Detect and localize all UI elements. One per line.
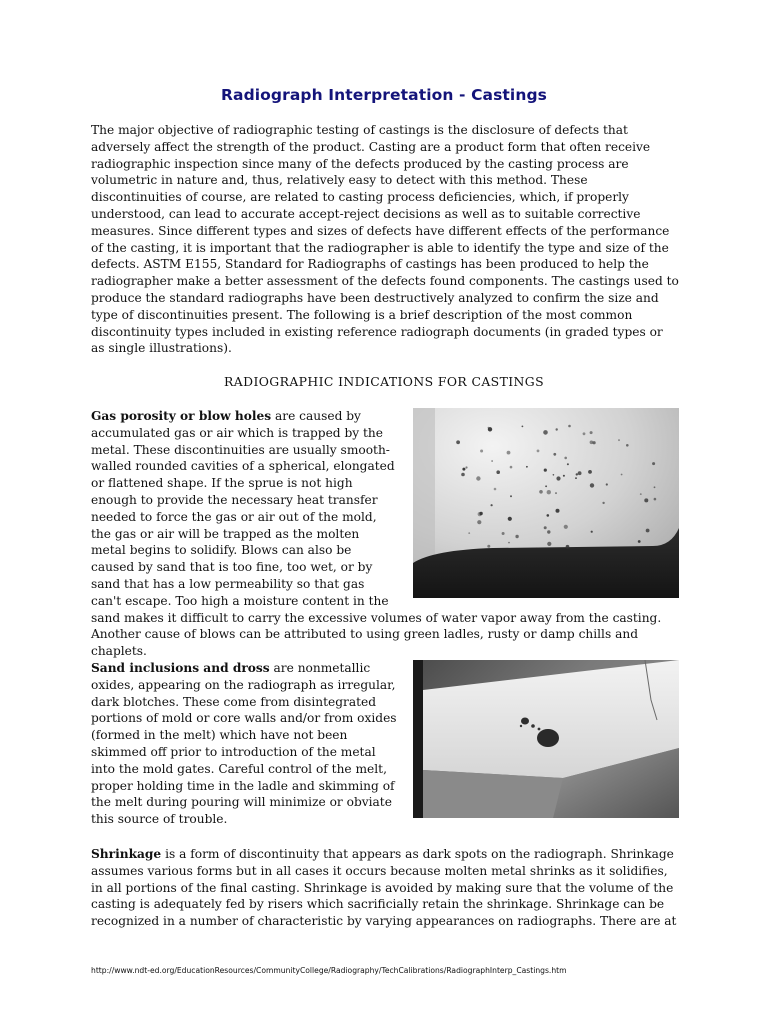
porosity-dot	[590, 441, 594, 445]
porosity-dot	[510, 466, 513, 469]
sand-inclusions-radiograph-image	[413, 660, 679, 818]
porosity-dot	[626, 444, 629, 447]
porosity-dot	[556, 509, 560, 513]
porosity-dot	[465, 466, 467, 468]
gas-porosity-radiograph-image	[413, 408, 679, 598]
porosity-dot	[526, 466, 528, 468]
porosity-dot	[588, 470, 592, 474]
porosity-dot	[494, 488, 497, 491]
shrinkage-paragraph	[91, 846, 679, 930]
porosity-dot	[480, 450, 483, 453]
porosity-dot	[462, 468, 465, 471]
porosity-dot	[638, 540, 641, 543]
porosity-dot	[556, 476, 560, 480]
porosity-dot	[563, 475, 565, 477]
porosity-dot	[567, 463, 569, 465]
porosity-dot	[654, 498, 657, 501]
porosity-dot	[646, 529, 650, 533]
porosity-dot	[508, 542, 510, 544]
sand-inclusions-radiograph-graphic	[413, 660, 679, 818]
porosity-dot	[564, 457, 567, 460]
porosity-dot	[640, 493, 642, 495]
porosity-dot	[488, 427, 490, 429]
porosity-dot	[468, 532, 470, 534]
porosity-dot	[644, 498, 648, 502]
intro-paragraph: The major objective of radiographic testing of castings is the disclosure of defects that adversely affect the strength of the product. Casting are a product form that often receive radiographic inspection since many of the defects produced by the casting process are volumetric in nature and, thus, relatively easy to detect with this method. These discontinuities of course, are related to casting process deficiencies, which, if properly understood, can lead to accurate accept-reject decisions as well as to suitable corrective measures. Since different types and sizes of defects have different effects of the performance of the casting, it is important that the radiographer is able to identify the type and size of the defects. ASTM E155, Standard for Radiographs of castings has been produced to help the radiographer make a better assessment of the defects found components. The castings used to produce the standard radiographs have been destructively analyzed to confirm the size and type of discontinuities present. The following is a brief description of the most common discontinuity types included in existing reference radiograph documents (in graded types or as single illustrations).	[91, 123, 679, 356]
porosity-dot	[547, 514, 550, 517]
porosity-dot	[502, 532, 505, 535]
porosity-dot	[491, 460, 493, 462]
shrinkage-text: is a form of discontinuity that appears as dark spots on the radiograph. Shrinkage assumes various forms but in all cases it occurs because molten metal shrinks as it solidifies, in all portions of the final casting. Shrinkage is avoided by making sure that the volume of the casting is adequately fed by risers which sacrificially retain the shrinkage. Shrinkage can be recognized in a number of characteristic by varying appearances on radiographs. There are at	[91, 847, 677, 929]
porosity-dot	[544, 469, 547, 472]
porosity-dot	[508, 517, 512, 521]
porosity-dot	[553, 453, 556, 456]
porosity-dot	[564, 525, 568, 529]
porosity-dot	[602, 502, 604, 504]
porosity-dot	[618, 439, 620, 441]
porosity-dot	[575, 477, 577, 479]
shrinkage-section	[91, 846, 679, 930]
porosity-dot	[652, 462, 655, 465]
porosity-dot	[491, 504, 493, 506]
porosity-dot	[606, 483, 608, 485]
porosity-dot	[479, 512, 482, 515]
sand-inclusions-section	[91, 660, 679, 828]
porosity-dot	[537, 450, 540, 453]
porosity-dot	[461, 473, 465, 477]
porosity-dot	[456, 440, 460, 444]
porosity-dot	[654, 486, 656, 488]
porosity-dot	[556, 428, 558, 430]
sand-inclusions-text: are nonmetallic oxides, appearing on the radiograph as irregular, dark blotches. These come from disintegrated portions of mold or core walls and/or from oxides (formed in the melt) which have not been skimmed off prior to introduction of the metal into the mold gates. Careful control of the melt, proper holding time in the ladle and skimming of the melt during pouring will minimize or obviate this source of trouble.	[91, 661, 397, 827]
source-url-footer: http://www.ndt-ed.org/EducationResources/CommunityCollege/Radiography/TechCalibrations/RadiographInterp_Castings.htm	[91, 966, 567, 975]
porosity-dot	[476, 476, 480, 480]
porosity-dot	[477, 520, 481, 524]
porosity-dot	[576, 473, 578, 475]
porosity-dot	[590, 483, 594, 487]
porosity-dot	[578, 471, 582, 475]
sand-inclusions-term: Sand inclusions and dross	[91, 661, 270, 675]
porosity-dot	[543, 430, 548, 435]
porosity-dot	[545, 485, 547, 487]
porosity-dot	[590, 431, 593, 434]
porosity-dot	[566, 545, 570, 549]
porosity-dot	[544, 526, 547, 529]
section-heading: RADIOGRAPHIC INDICATIONS FOR CASTINGS	[224, 374, 544, 389]
gas-porosity-term: Gas porosity or blow holes	[91, 409, 272, 423]
porosity-dot	[568, 425, 571, 428]
porosity-dot	[591, 531, 593, 533]
gas-porosity-text: are caused by accumulated gas or air which is trapped by the metal. These discontinuities are usually smooth-walled rounded cavities of a spherical, elongated or flattened shape. If the sprue is not high enough to provide the necessary heat transfer needed to force the gas or air out of the mold, the gas or air will be trapped as the molten metal begins to solidify. Blows can also be caused by sand that is too fine, too wet, or by sand that has a low permeability so that gas can't escape. Too high a moisture content in the sand makes it difficult to carry the excessive volumes of water vapor away from the casting. Another cause of blows can be attributed to using green ladles, rusty or damp chills and chaplets.	[91, 409, 662, 659]
porosity-dot	[621, 474, 623, 476]
porosity-dot	[487, 545, 490, 548]
porosity-dot	[522, 426, 524, 428]
shrinkage-term: Shrinkage	[91, 847, 162, 861]
porosity-dot	[583, 432, 586, 435]
porosity-dot	[547, 490, 551, 494]
porosity-dot	[539, 490, 543, 494]
porosity-dot	[515, 535, 518, 538]
porosity-dot	[547, 542, 551, 546]
gas-porosity-radiograph-graphic	[413, 408, 679, 598]
page-title: Radiograph Interpretation - Castings	[220, 86, 548, 104]
porosity-dot	[547, 530, 550, 533]
porosity-dot	[553, 474, 555, 476]
porosity-dot	[507, 451, 511, 455]
porosity-dot	[555, 492, 557, 494]
porosity-dot	[510, 495, 512, 497]
porosity-dot	[496, 470, 500, 474]
gas-porosity-section	[91, 408, 679, 660]
